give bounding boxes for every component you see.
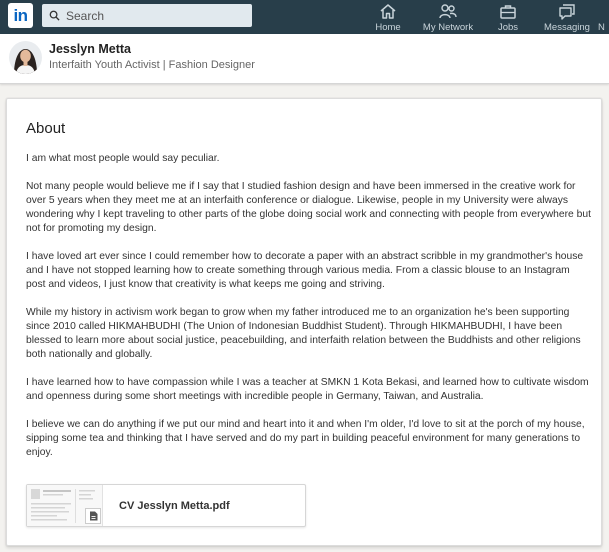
nav-home-label: Home: [375, 22, 401, 33]
about-paragraph: While my history in activism work began to grow when my father introduced me to an organization he's been supporting since 2010 called HIKMAHBUDHI (The Union of Indonesian Buddhist Student). Through HIKMAHBUDHI, I have been blessed to learn more about social justice, peacebuilding, and interfaith relation between the Buddhists and other religions both nationally and globally.: [26, 307, 581, 360]
nav-jobs[interactable]: [494, 0, 522, 34]
search-bar[interactable]: [42, 4, 252, 27]
about-paragraph: I have learned how to have compassion while I was a teacher at SMKN 1 Kota Bekasi, and learned how to cultivate wisdom and openness during some short meetings with incredible people in Germany, Taiwan, and Australia.: [26, 377, 589, 402]
messaging-icon: [558, 3, 576, 20]
avatar[interactable]: [9, 41, 42, 74]
nav-notifications-label: N: [598, 22, 605, 33]
about-title: About: [26, 120, 66, 137]
home-icon: [379, 3, 397, 20]
top-nav: [0, 0, 609, 34]
search-input[interactable]: [66, 9, 236, 23]
profile-name[interactable]: Jesslyn Metta: [49, 42, 131, 56]
profile-headline: Interfaith Youth Activist | Fashion Designer: [49, 59, 255, 71]
attachment-filename[interactable]: CV Jesslyn Metta.pdf: [119, 500, 230, 512]
nav-jobs-label: Jobs: [497, 22, 519, 33]
nav-my-network[interactable]: [420, 0, 476, 34]
about-card: [6, 98, 602, 546]
network-icon: [439, 3, 457, 20]
profile-header: [0, 34, 609, 84]
about-paragraph: Not many people would believe me if I say that I studied fashion design and have been immersed in the creative work for over 5 years when they meet me at an interfaith conference or dialogue. Likewise, people in my University were always wondering why I kept traveling to other parts of the globe doing social work and connecting with people from everywhere but not for promoting my design.: [26, 181, 591, 234]
attachment-thumbnail[interactable]: [27, 485, 103, 526]
cv-attachment[interactable]: [26, 484, 306, 527]
about-text: [26, 152, 592, 474]
nav-home[interactable]: [374, 0, 402, 34]
document-badge: [85, 508, 101, 524]
about-paragraph: I believe we can do anything if we put our mind and heart into it and when I'm older, I'd love to sit at the porch of my house, sipping some tea and thinking that I have served and do my part in building peaceful environment for many generations to enjoy.: [26, 419, 585, 458]
nav-messaging[interactable]: [542, 0, 592, 34]
nav-notifications[interactable]: [598, 0, 609, 34]
document-icon: [89, 511, 98, 521]
search-icon: [49, 10, 60, 21]
jobs-icon: [499, 3, 517, 20]
nav-my-network-label: My Network: [422, 22, 474, 33]
about-paragraph: I have loved art ever since I could remember how to decorate a paper with an abstract scribble in my grandmother's house and I have not stopped learning how to create something through various media. From a classic blouse to an Instagram post and videos, I just know that creativity is what keeps me going and striving.: [26, 251, 584, 290]
about-paragraph: I am what most people would say peculiar.: [26, 153, 220, 164]
linkedin-logo[interactable]: in: [8, 3, 33, 28]
nav-messaging-label: Messaging: [544, 22, 590, 33]
